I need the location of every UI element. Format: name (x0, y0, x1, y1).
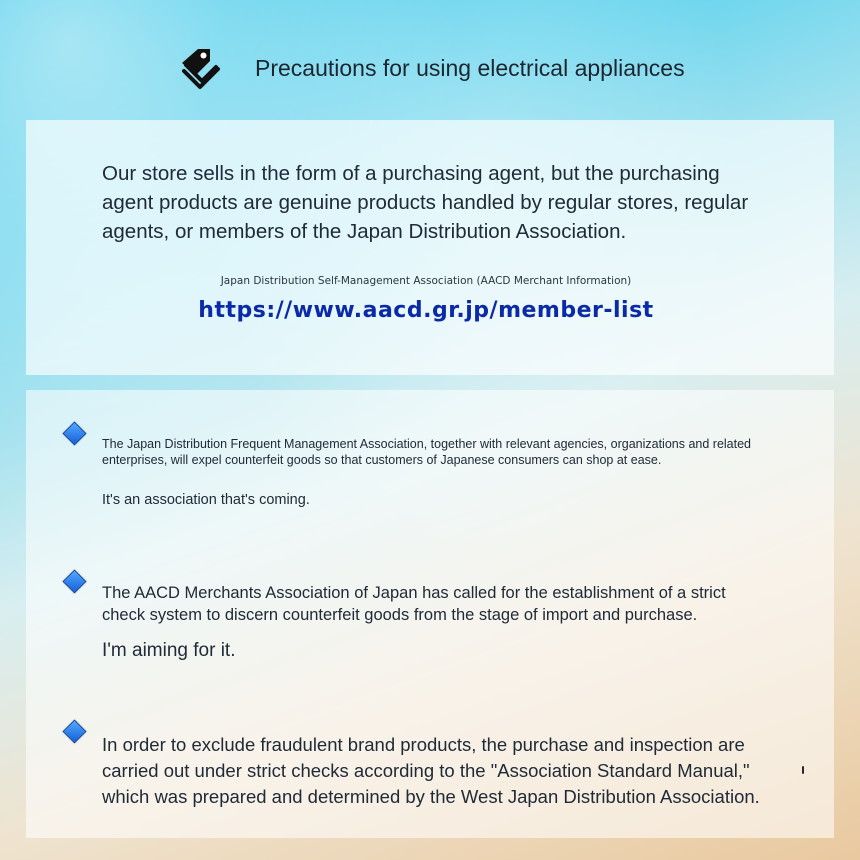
stray-mark (802, 766, 804, 774)
point-1-text: The Japan Distribution Frequent Management Association, together with relevant agencies, organizations and related enterprises, will expel counterfeit goods so that customers of Japanese consumers can shop at ease. (102, 437, 751, 467)
point-1-followup: It's an association that's coming. (102, 492, 310, 508)
intro-panel (26, 120, 834, 375)
aacd-caption: Japan Distribution Self-Management Association (AACD Merchant Information) (220, 275, 632, 287)
intro-text: Our store sells in the form of a purchasing agent, but the purchasing agent products are genuine products handled by regular stores, regular agents, or members of the Japan Distribution Association. (102, 162, 749, 243)
point-2-followup: I'm aiming for it. (102, 640, 236, 661)
aacd-member-list-link[interactable]: https://www.aacd.gr.jp/member-list (198, 298, 654, 323)
point-2-text: The AACD Merchants Association of Japan has called for the establishment of a strict check system to discern counterfeit goods from the stage of import and purchase. (102, 584, 726, 624)
point-3-text: In order to exclude fraudulent brand products, the purchase and inspection are carried out under strict checks according to the "Association Standard Manual," which was prepared and determined by the West Japan Distribution Association. (102, 734, 760, 807)
page-title: Precautions for using electrical appliances (255, 55, 685, 81)
header (0, 0, 860, 120)
price-tag-icon (178, 45, 224, 91)
